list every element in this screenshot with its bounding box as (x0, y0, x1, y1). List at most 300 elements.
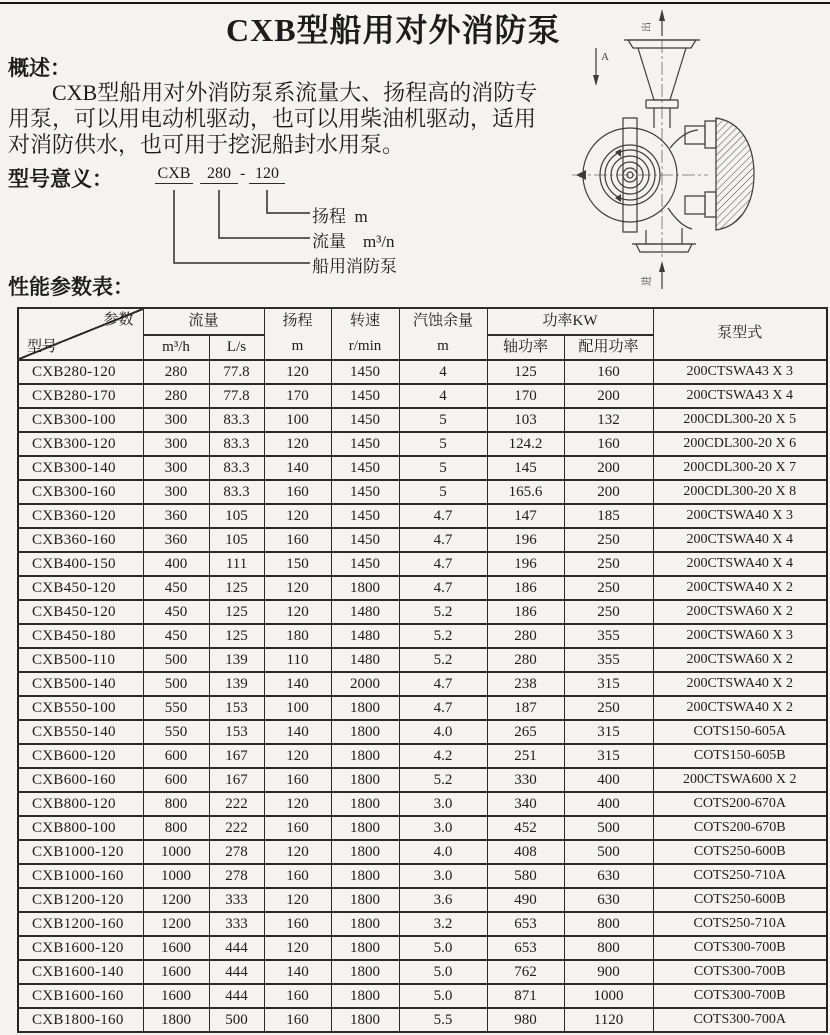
value-cell: 1800 (331, 936, 399, 960)
pump-type-cell: 200CDL300-20 X 6 (653, 432, 827, 456)
model-cell: CXB450-120 (18, 576, 143, 600)
value-cell: 400 (143, 552, 209, 576)
value-cell: 1450 (331, 456, 399, 480)
pump-type-cell: 200CTSWA60 X 2 (653, 648, 827, 672)
value-cell: 1480 (331, 624, 399, 648)
overview-line: 对消防供水，也可用于挖泥船封水用泵。 (8, 132, 405, 157)
model-label-pump-type: 船用消防泵 (312, 257, 397, 276)
value-cell: 1200 (143, 912, 209, 936)
value-cell: 452 (487, 816, 564, 840)
value-cell: 1800 (331, 768, 399, 792)
value-cell: 1600 (143, 936, 209, 960)
value-cell: 300 (143, 408, 209, 432)
table-row (18, 696, 827, 720)
value-cell: 400 (564, 768, 653, 792)
table-row (18, 888, 827, 912)
table-row (18, 744, 827, 768)
value-cell: 160 (564, 432, 653, 456)
value-cell: 340 (487, 792, 564, 816)
value-cell: 444 (209, 960, 264, 984)
value-cell: 83.3 (209, 480, 264, 504)
value-cell: 2000 (331, 672, 399, 696)
value-cell: 124.2 (487, 432, 564, 456)
pump-type-cell: COTS300-700B (653, 936, 827, 960)
value-cell: 1800 (331, 984, 399, 1008)
model-cell: CXB1600-120 (18, 936, 143, 960)
model-cell: CXB550-140 (18, 720, 143, 744)
table-row (18, 768, 827, 792)
model-cell: CXB550-100 (18, 696, 143, 720)
corner-model-label: 型号 (27, 338, 58, 355)
value-cell: 4.7 (399, 504, 487, 528)
value-cell: 125 (209, 624, 264, 648)
value-cell: 120 (264, 360, 331, 384)
value-cell: 4.2 (399, 744, 487, 768)
value-cell: 800 (564, 912, 653, 936)
value-cell: 550 (143, 720, 209, 744)
page-title: CXB型船用对外消防泵 (226, 12, 561, 48)
value-cell: 5.2 (399, 648, 487, 672)
value-cell: 160 (264, 480, 331, 504)
value-cell: 500 (564, 840, 653, 864)
value-cell: 110 (264, 648, 331, 672)
model-cell: CXB1800-160 (18, 1008, 143, 1032)
value-cell: 5.2 (399, 624, 487, 648)
value-cell: 333 (209, 912, 264, 936)
pump-type-cell: 200CTSWA40 X 2 (653, 696, 827, 720)
pump-type-cell: 200CTSWA40 X 4 (653, 552, 827, 576)
value-cell: 83.3 (209, 456, 264, 480)
value-cell: 140 (264, 720, 331, 744)
value-cell: 1480 (331, 648, 399, 672)
value-cell: 1450 (331, 528, 399, 552)
value-cell: 762 (487, 960, 564, 984)
value-cell: 278 (209, 864, 264, 888)
value-cell: 77.8 (209, 384, 264, 408)
value-cell: 355 (564, 648, 653, 672)
value-cell: 200 (564, 384, 653, 408)
value-cell: 280 (143, 360, 209, 384)
value-cell: 200 (564, 456, 653, 480)
value-cell: 167 (209, 768, 264, 792)
value-cell: 105 (209, 528, 264, 552)
value-cell: 1450 (331, 480, 399, 504)
table-row (18, 816, 827, 840)
model-cell: CXB360-120 (18, 504, 143, 528)
value-cell: 222 (209, 816, 264, 840)
value-cell: 4.0 (399, 720, 487, 744)
table-row (18, 960, 827, 984)
value-cell: 500 (564, 816, 653, 840)
table-row (18, 1008, 827, 1032)
value-cell: 140 (264, 672, 331, 696)
value-cell: 490 (487, 888, 564, 912)
value-cell: 5.0 (399, 936, 487, 960)
value-cell: 170 (264, 384, 331, 408)
value-cell: 4 (399, 360, 487, 384)
value-cell: 4 (399, 384, 487, 408)
overview-heading: 概述： (8, 56, 71, 80)
performance-table (17, 307, 828, 1033)
table-row (18, 840, 827, 864)
value-cell: 5 (399, 480, 487, 504)
value-cell: 5.2 (399, 768, 487, 792)
model-cell: CXB280-170 (18, 384, 143, 408)
table-row (18, 576, 827, 600)
value-cell: 600 (143, 744, 209, 768)
pump-type-cell: 200CDL300-20 X 8 (653, 480, 827, 504)
pump-type-cell: 200CTSWA43 X 3 (653, 360, 827, 384)
value-cell: 160 (264, 864, 331, 888)
value-cell: 4.7 (399, 696, 487, 720)
value-cell: 1450 (331, 408, 399, 432)
model-meaning-heading: 型号意义： (8, 167, 113, 191)
value-cell: 1000 (143, 864, 209, 888)
value-cell: 1450 (331, 360, 399, 384)
table-row (18, 672, 827, 696)
overview-line: 用泵，可以用电动机驱动，也可以用柴油机驱动，适用 (8, 106, 537, 131)
inlet-label: 进 (642, 276, 653, 286)
value-cell: 1450 (331, 432, 399, 456)
value-cell: 140 (264, 456, 331, 480)
model-cell: CXB800-120 (18, 792, 143, 816)
pump-type-cell: 200CTSWA600 X 2 (653, 768, 827, 792)
table-row (18, 864, 827, 888)
value-cell: 1800 (331, 888, 399, 912)
value-cell: 300 (143, 480, 209, 504)
value-cell: 1800 (331, 816, 399, 840)
value-cell: 185 (564, 504, 653, 528)
pump-type-cell: 200CTSWA40 X 3 (653, 504, 827, 528)
value-cell: 360 (143, 528, 209, 552)
value-cell: 200 (564, 480, 653, 504)
value-cell: 140 (264, 960, 331, 984)
model-cell: CXB1200-120 (18, 888, 143, 912)
value-cell: 120 (264, 576, 331, 600)
value-cell: 100 (264, 408, 331, 432)
value-cell: 139 (209, 648, 264, 672)
value-cell: 4.7 (399, 552, 487, 576)
value-cell: 250 (564, 552, 653, 576)
value-cell: 250 (564, 576, 653, 600)
model-cell: CXB400-150 (18, 552, 143, 576)
table-row (18, 720, 827, 744)
value-cell: 145 (487, 456, 564, 480)
pump-type-cell: COTS200-670B (653, 816, 827, 840)
value-cell: 315 (564, 720, 653, 744)
value-cell: 1800 (331, 576, 399, 600)
value-cell: 1800 (331, 912, 399, 936)
pump-type-cell: COTS250-710A (653, 912, 827, 936)
value-cell: 3.2 (399, 912, 487, 936)
overview-line: CXB型船用对外消防泵系流量大、扬程高的消防专 (52, 80, 538, 105)
model-code-head: 120 (249, 165, 285, 184)
value-cell: 170 (487, 384, 564, 408)
value-cell: 653 (487, 936, 564, 960)
value-cell: 125 (487, 360, 564, 384)
model-code-series: CXB (155, 165, 193, 184)
value-cell: 450 (143, 600, 209, 624)
value-cell: 280 (487, 624, 564, 648)
value-cell: 315 (564, 672, 653, 696)
model-cell: CXB450-180 (18, 624, 143, 648)
model-cell: CXB300-120 (18, 432, 143, 456)
value-cell: 160 (264, 816, 331, 840)
value-cell: 330 (487, 768, 564, 792)
table-row (18, 984, 827, 1008)
shaft-power-header: 轴功率 (487, 335, 564, 361)
pump-type-cell: 200CTSWA40 X 4 (653, 528, 827, 552)
value-cell: 5.2 (399, 600, 487, 624)
model-cell: CXB450-120 (18, 600, 143, 624)
value-cell: 1450 (331, 552, 399, 576)
value-cell: 980 (487, 1008, 564, 1032)
value-cell: 1600 (143, 984, 209, 1008)
value-cell: 120 (264, 936, 331, 960)
value-cell: 1800 (331, 744, 399, 768)
value-cell: 1600 (143, 960, 209, 984)
outlet-label: 出 (642, 22, 653, 32)
value-cell: 1480 (331, 600, 399, 624)
value-cell: 100 (264, 696, 331, 720)
value-cell: 333 (209, 888, 264, 912)
power-group-header: 功率KW (487, 308, 653, 335)
pump-type-cell: 200CTSWA40 X 2 (653, 576, 827, 600)
model-meaning-connector-lines (140, 190, 312, 270)
table-row (18, 408, 827, 432)
table-row (18, 528, 827, 552)
value-cell: 580 (487, 864, 564, 888)
value-cell: 5 (399, 408, 487, 432)
value-cell: 300 (143, 432, 209, 456)
pump-type-cell: COTS150-605A (653, 720, 827, 744)
value-cell: 160 (264, 1008, 331, 1032)
value-cell: 5.0 (399, 984, 487, 1008)
value-cell: 111 (209, 552, 264, 576)
value-cell: 125 (209, 576, 264, 600)
value-cell: 1800 (331, 960, 399, 984)
model-cell: CXB300-160 (18, 480, 143, 504)
value-cell: 600 (143, 768, 209, 792)
flow-group-header: 流量 (143, 308, 264, 335)
npsh-label: 汽蚀余量 (413, 313, 474, 329)
table-row (18, 456, 827, 480)
value-cell: 500 (209, 1008, 264, 1032)
value-cell: 186 (487, 600, 564, 624)
value-cell: 120 (264, 432, 331, 456)
npsh-header (399, 308, 487, 360)
model-cell: CXB800-100 (18, 816, 143, 840)
model-cell: CXB1200-160 (18, 912, 143, 936)
value-cell: 4.7 (399, 528, 487, 552)
value-cell: 77.8 (209, 360, 264, 384)
value-cell: 132 (564, 408, 653, 432)
pump-type-cell: 200CDL300-20 X 7 (653, 456, 827, 480)
value-cell: 5.5 (399, 1008, 487, 1032)
value-cell: 400 (564, 792, 653, 816)
value-cell: 83.3 (209, 432, 264, 456)
pump-type-header: 泵型式 (653, 308, 827, 360)
model-code-flow: 280 (200, 165, 238, 184)
section-a-label: A (601, 51, 609, 63)
table-row (18, 552, 827, 576)
model-cell: CXB280-120 (18, 360, 143, 384)
value-cell: 1800 (331, 720, 399, 744)
value-cell: 238 (487, 672, 564, 696)
value-cell: 4.7 (399, 672, 487, 696)
value-cell: 167 (209, 744, 264, 768)
value-cell: 1800 (331, 696, 399, 720)
value-cell: 187 (487, 696, 564, 720)
value-cell: 1000 (564, 984, 653, 1008)
value-cell: 500 (143, 672, 209, 696)
model-cell: CXB1000-120 (18, 840, 143, 864)
value-cell: 120 (264, 600, 331, 624)
value-cell: 160 (264, 912, 331, 936)
value-cell: 147 (487, 504, 564, 528)
value-cell: 250 (564, 600, 653, 624)
value-cell: 251 (487, 744, 564, 768)
value-cell: 360 (143, 504, 209, 528)
pump-type-cell: COTS250-600B (653, 888, 827, 912)
value-cell: 160 (264, 768, 331, 792)
value-cell: 222 (209, 792, 264, 816)
value-cell: 120 (264, 504, 331, 528)
table-row (18, 360, 827, 384)
value-cell: 105 (209, 504, 264, 528)
value-cell: 1450 (331, 384, 399, 408)
speed-label: 转速 (350, 313, 381, 329)
value-cell: 300 (143, 456, 209, 480)
value-cell: 5 (399, 432, 487, 456)
corner-param-label: 参数 (103, 312, 134, 328)
value-cell: 153 (209, 720, 264, 744)
rated-power-header: 配用功率 (564, 335, 653, 361)
table-row (18, 480, 827, 504)
value-cell: 1800 (331, 864, 399, 888)
pump-type-cell: COTS150-605B (653, 744, 827, 768)
value-cell: 120 (264, 792, 331, 816)
value-cell: 1200 (143, 888, 209, 912)
model-cell: CXB500-110 (18, 648, 143, 672)
table-row (18, 624, 827, 648)
overview-paragraph (8, 80, 560, 158)
table-row (18, 432, 827, 456)
value-cell: 278 (209, 840, 264, 864)
corner-header-cell (18, 308, 143, 360)
pump-technical-drawing (560, 0, 828, 295)
value-cell: 550 (143, 696, 209, 720)
value-cell: 265 (487, 720, 564, 744)
value-cell: 120 (264, 744, 331, 768)
table-row (18, 792, 827, 816)
value-cell: 450 (143, 624, 209, 648)
value-cell: 3.0 (399, 864, 487, 888)
model-cell: CXB600-120 (18, 744, 143, 768)
value-cell: 250 (564, 528, 653, 552)
model-cell: CXB1000-160 (18, 864, 143, 888)
value-cell: 315 (564, 744, 653, 768)
value-cell: 3.0 (399, 816, 487, 840)
pump-type-cell: COTS300-700B (653, 984, 827, 1008)
pump-type-cell: COTS250-710A (653, 864, 827, 888)
value-cell: 250 (564, 696, 653, 720)
speed-header (331, 308, 399, 360)
value-cell: 196 (487, 528, 564, 552)
value-cell: 160 (564, 360, 653, 384)
pump-type-cell: COTS300-700B (653, 960, 827, 984)
value-cell: 450 (143, 576, 209, 600)
value-cell: 800 (143, 816, 209, 840)
pump-type-cell: 200CDL300-20 X 5 (653, 408, 827, 432)
model-label-head: 扬程 m (312, 207, 368, 226)
model-code-dash: - (240, 165, 246, 182)
value-cell: 83.3 (209, 408, 264, 432)
performance-table-heading: 性能参数表： (8, 275, 134, 299)
value-cell: 1800 (331, 792, 399, 816)
head-unit: m (291, 338, 304, 354)
value-cell: 4.0 (399, 840, 487, 864)
table-row (18, 936, 827, 960)
value-cell: 900 (564, 960, 653, 984)
model-label-flow: 流量 m³/n (312, 232, 395, 251)
pump-type-cell: 200CTSWA40 X 2 (653, 672, 827, 696)
pump-type-cell: 200CTSWA60 X 3 (653, 624, 827, 648)
value-cell: 165.6 (487, 480, 564, 504)
value-cell: 5 (399, 456, 487, 480)
npsh-unit: m (437, 338, 449, 354)
value-cell: 120 (264, 888, 331, 912)
head-header (264, 308, 331, 360)
value-cell: 3.0 (399, 792, 487, 816)
value-cell: 444 (209, 984, 264, 1008)
performance-table-body (18, 360, 827, 1032)
value-cell: 1800 (331, 840, 399, 864)
value-cell: 139 (209, 672, 264, 696)
value-cell: 103 (487, 408, 564, 432)
value-cell: 186 (487, 576, 564, 600)
value-cell: 3.6 (399, 888, 487, 912)
pump-type-cell: 200CTSWA60 X 2 (653, 600, 827, 624)
model-cell: CXB300-140 (18, 456, 143, 480)
value-cell: 120 (264, 840, 331, 864)
head-label: 扬程 (282, 313, 313, 329)
value-cell: 444 (209, 936, 264, 960)
table-row (18, 504, 827, 528)
value-cell: 630 (564, 864, 653, 888)
flow-unit-ls: L/s (209, 335, 264, 361)
value-cell: 408 (487, 840, 564, 864)
value-cell: 800 (143, 792, 209, 816)
value-cell: 150 (264, 552, 331, 576)
value-cell: 280 (143, 384, 209, 408)
value-cell: 1800 (143, 1008, 209, 1032)
table-row (18, 648, 827, 672)
header-row-1 (18, 308, 827, 335)
model-cell: CXB300-100 (18, 408, 143, 432)
model-cell: CXB1600-140 (18, 960, 143, 984)
model-cell: CXB500-140 (18, 672, 143, 696)
value-cell: 800 (564, 936, 653, 960)
value-cell: 153 (209, 696, 264, 720)
value-cell: 180 (264, 624, 331, 648)
table-row (18, 384, 827, 408)
value-cell: 5.0 (399, 960, 487, 984)
value-cell: 500 (143, 648, 209, 672)
value-cell: 1120 (564, 1008, 653, 1032)
value-cell: 196 (487, 552, 564, 576)
table-row (18, 912, 827, 936)
